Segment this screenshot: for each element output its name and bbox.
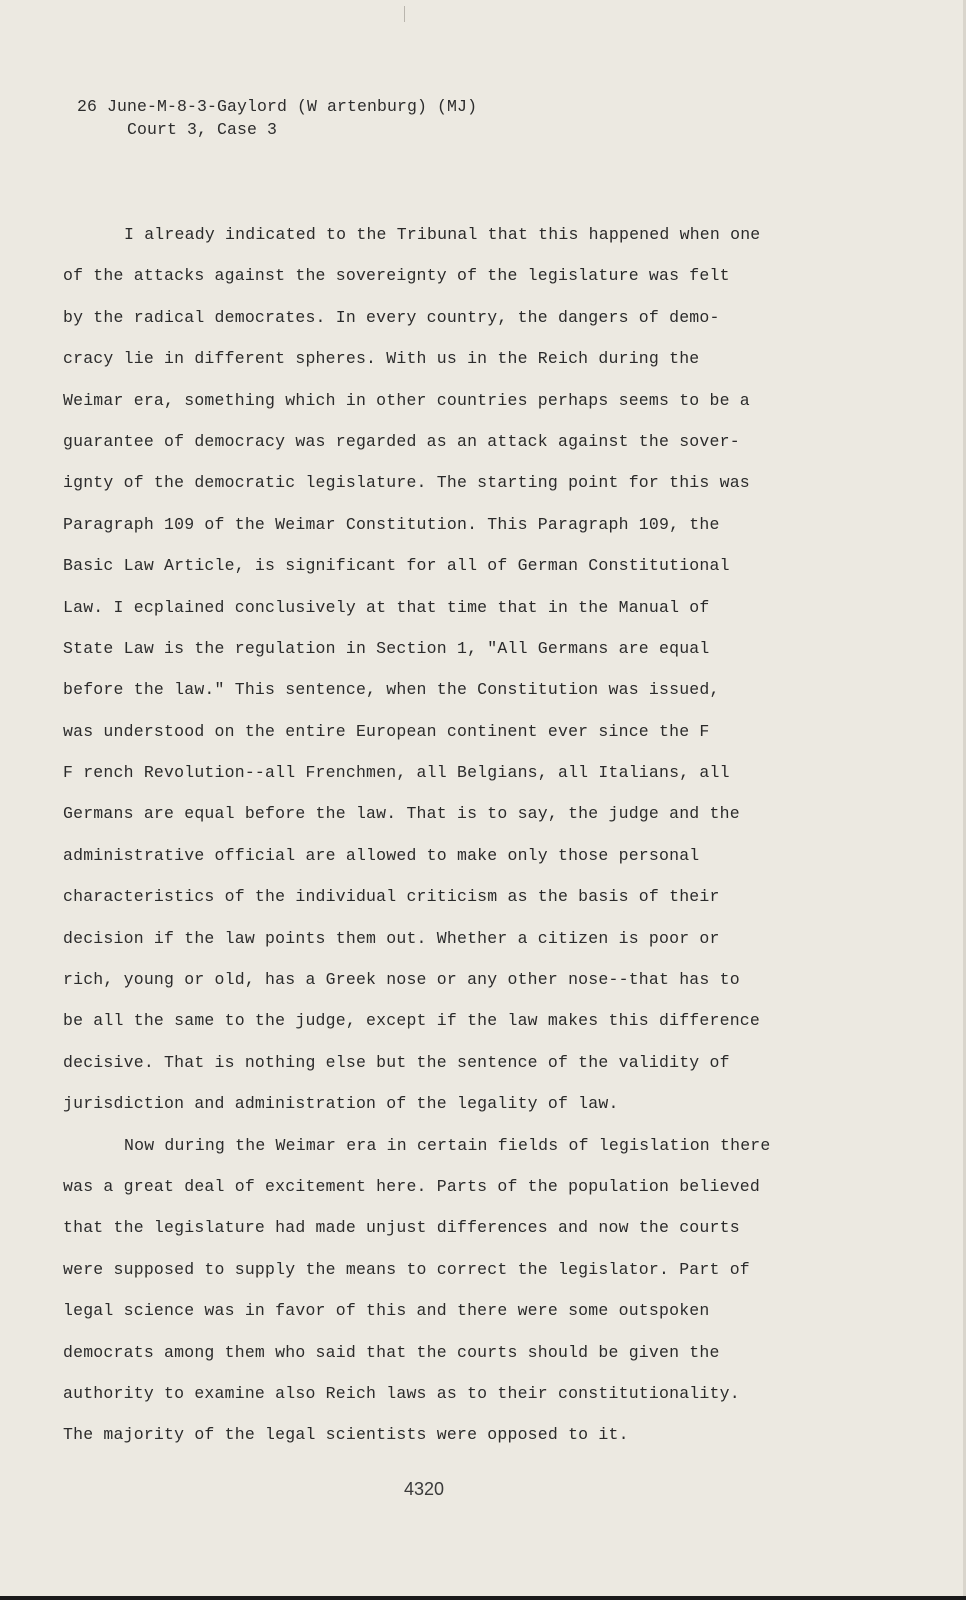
text-line: administrative official are allowed to make only those personal [63, 845, 700, 865]
text-line: Weimar era, something which in other countries perhaps seems to be a [63, 390, 750, 410]
transcript-body [63, 214, 913, 1456]
header-reference: 26 June-M-8-3-Gaylord (W artenburg) (MJ) [77, 97, 478, 116]
text-line: be all the same to the judge, except if the law makes this difference [63, 1011, 761, 1031]
text-line: guarantee of democracy was regarded as an attack against the sover- [63, 431, 740, 451]
text-line: decision if the law points them out. Whether a citizen is poor or [63, 928, 720, 948]
text-line: of the attacks against the sovereignty of the legislature was felt [63, 266, 730, 286]
text-line: decisive. That is nothing else but the sentence of the validity of [63, 1052, 730, 1072]
text-line: F rench Revolution--all Frenchmen, all Belgians, all Italians, all [63, 763, 730, 783]
text-line: State Law is the regulation in Section 1, "All Germans are equal [63, 638, 710, 658]
text-line: rich, young or old, has a Greek nose or any other nose--that has to [63, 970, 740, 990]
document-header [77, 95, 477, 141]
text-line: were supposed to supply the means to correct the legislator. Part of [63, 1259, 750, 1279]
text-line: legal science was in favor of this and there were some outspoken [63, 1301, 710, 1321]
text-line: Basic Law Article, is significant for all of German Constitutional [63, 556, 730, 576]
text-line: was understood on the entire European continent ever since the F [63, 721, 710, 741]
paragraph-2 [63, 1125, 913, 1456]
paragraph-1 [63, 214, 913, 1125]
text-line: jurisdiction and administration of the legality of law. [63, 1094, 619, 1114]
text-line: authority to examine also Reich laws as to their constitutionality. [63, 1383, 740, 1403]
text-line: democrats among them who said that the courts should be given the [63, 1342, 720, 1362]
text-line: by the radical democrates. In every country, the dangers of demo- [63, 307, 720, 327]
text-line: cracy lie in different spheres. With us in the Reich during the [63, 349, 700, 369]
text-line: ignty of the democratic legislature. The starting point for this was [63, 473, 750, 493]
text-line: Paragraph 109 of the Weimar Constitution. This Paragraph 109, the [63, 514, 720, 534]
text-line: before the law." This sentence, when the Constitution was issued, [63, 680, 720, 700]
text-line: Law. I ecplained conclusively at that time that in the Manual of [63, 597, 710, 617]
header-court-case: Court 3, Case 3 [127, 120, 278, 139]
text-line: Now during the Weimar era in certain fields of legislation there [124, 1135, 771, 1155]
text-line: was a great deal of excitement here. Parts of the population believed [63, 1176, 761, 1196]
text-line: characteristics of the individual criticism as the basis of their [63, 887, 720, 907]
text-line: Germans are equal before the law. That is to say, the judge and the [63, 804, 740, 824]
text-line: The majority of the legal scientists were opposed to it. [63, 1425, 629, 1445]
text-line: I already indicated to the Tribunal that this happened when one [124, 225, 761, 244]
text-line: that the legislature had made unjust differences and now the courts [63, 1218, 740, 1238]
top-punch-mark [404, 6, 405, 22]
page-number: 4320 [404, 1479, 445, 1499]
